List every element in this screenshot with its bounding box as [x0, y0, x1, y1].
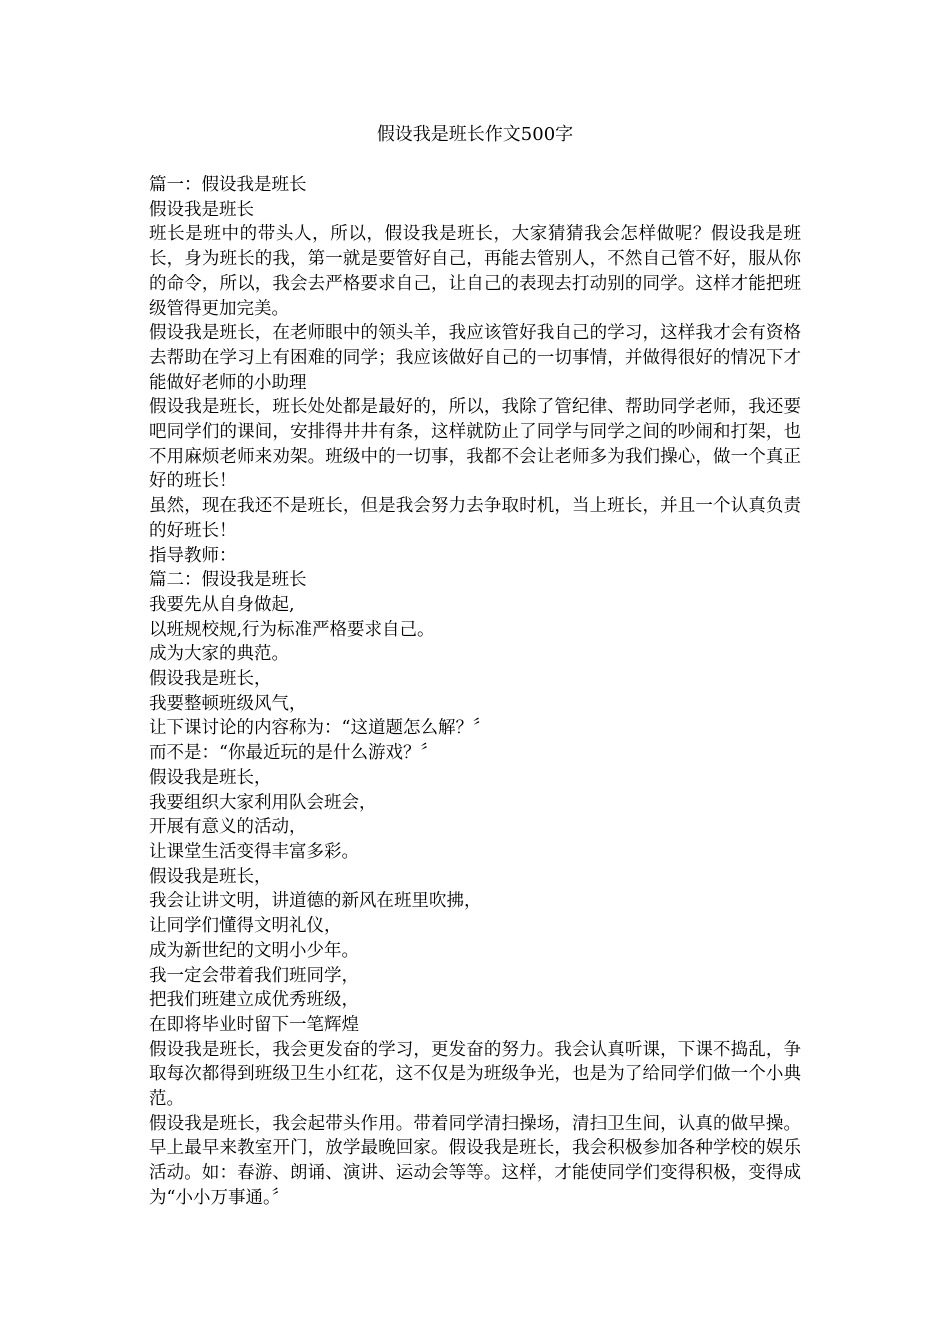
section-heading: 篇一：假设我是班长	[149, 175, 307, 195]
paragraph: 指导教师：	[149, 545, 237, 566]
paragraph: 我要组织大家利用队会班会，	[149, 792, 377, 813]
paragraph: 让下课讨论的内容称为：“这道题怎么解？〞	[149, 718, 491, 739]
document-body	[149, 173, 801, 1211]
paragraph: 而不是：“你最近玩的是什么游戏？〞	[149, 743, 438, 764]
section-heading: 篇二：假设我是班长	[149, 570, 307, 591]
paragraph: 在即将毕业时留下一笔辉煌	[149, 1014, 359, 1035]
paragraph: 我一定会带着我们班同学，	[149, 965, 359, 986]
paragraph: 假设我是班长，在老师眼中的领头羊，我应该管好我自己的学习，这样我才会有资格去帮助在学习上有困难的同学；我应该做好自己的一切事情，并做得很好的情况下才能做好老师的小助理	[149, 323, 801, 393]
paragraph: 以班规校规,行为标准严格要求自己。	[149, 619, 435, 640]
paragraph: 虽然，现在我还不是班长，但是我会努力去争取时机，当上班长，并且一个认真负责的好班长！	[149, 496, 801, 541]
paragraph: 开展有意义的活动，	[149, 817, 307, 838]
paragraph: 把我们班建立成优秀班级，	[149, 990, 359, 1011]
paragraph: 我要先从自身做起,	[149, 594, 295, 615]
paragraph: 成为新世纪的文明小少年。	[149, 940, 359, 961]
document-title: 假设我是班长作文500字	[376, 124, 574, 145]
paragraph: 让课堂生活变得丰富多彩。	[149, 841, 359, 862]
paragraph: 假设我是班长	[149, 199, 254, 220]
paragraph: 让同学们懂得文明礼仪，	[149, 916, 342, 937]
paragraph: 假设我是班长，我会起带头作用。带着同学清扫操场，清扫卫生间，认真的做早操。早上最早来教室开门，放学最晚回家。假设我是班长，我会积极参加各种学校的娱乐活动。如：春游、朗诵、演讲、运动会等等。这样，才能使同学们变得积极，变得成为“小小万事通。〞	[149, 1113, 801, 1208]
paragraph: 假设我是班长，	[149, 866, 272, 887]
paragraph: 我会让讲文明，讲道德的新风在班里吹拂，	[149, 891, 482, 912]
paragraph: 我要整顿班级风气，	[149, 693, 307, 714]
paragraph: 假设我是班长，	[149, 767, 272, 788]
paragraph: 假设我是班长，班长处处都是最好的，所以，我除了管纪律、帮助同学老师，我还要吧同学们的课间，安排得井井有条，这样就防止了同学与同学之间的吵闹和打架，也不用麻烦老师来劝架。班级中的一切事，我都不会让老师多为我们操心，做一个真正好的班长！	[149, 397, 801, 492]
paragraph: 班长是班中的带头人，所以，假设我是班长，大家猜猜我会怎样做呢？假设我是班长，身为班长的我，第一就是要管好自己，再能去管别人，不然自己管不好，服从你的命令，所以，我会去严格要求自己，让自己的表现去打动别的同学。这样才能把班级管得更加完美。	[149, 224, 801, 319]
paragraph: 假设我是班长，我会更发奋的学习，更发奋的努力。我会认真听课，下课不捣乱，争取每次都得到班级卫生小红花，这不仅是为班级争光，也是为了给同学们做一个小典范。	[149, 1039, 801, 1110]
paragraph: 成为大家的典范。	[149, 644, 289, 665]
paragraph: 假设我是班长，	[149, 669, 272, 690]
